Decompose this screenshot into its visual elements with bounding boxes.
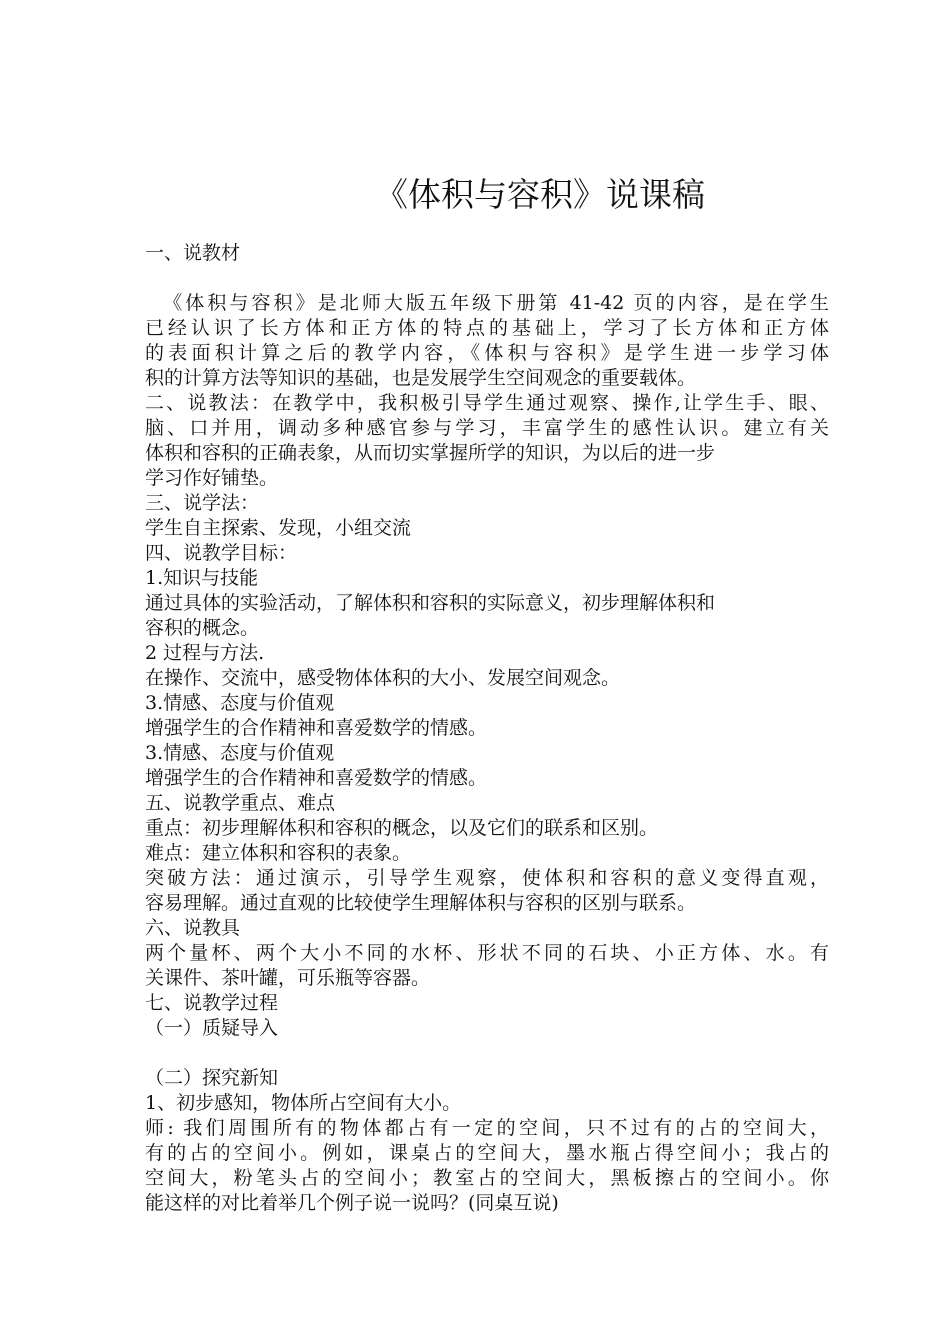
subheading: （一）质疑导入 — [145, 1017, 279, 1039]
paragraph-line: 积的计算方法等知识的基础，也是发展学生空间观念的重要载体。 — [145, 367, 697, 389]
paragraph-line: 学习作好铺垫。 — [145, 467, 279, 489]
section-heading-teaching-aids: 六、说教具 — [145, 917, 241, 939]
paragraph-line: 能这样的对比着举几个例子说一说吗？(同桌互说) — [145, 1192, 559, 1214]
subheading: 1.知识与技能 — [145, 567, 259, 589]
paragraph-line: 1、初步感知，物体所占空间有大小。 — [145, 1092, 462, 1114]
section-heading-teaching-process: 七、说教学过程 — [145, 992, 279, 1014]
paragraph-line: 重点：初步理解体积和容积的概念，以及它们的联系和区别。 — [145, 817, 659, 839]
document-body — [145, 241, 829, 1216]
paragraph-line: 空间大，粉笔头占的空间小；教室占的空间大，黑板擦占的空间小。你 — [145, 1167, 829, 1189]
paragraph-line: 已经认识了长方体和正方体的特点的基础上，学习了长方体和正方体 — [145, 317, 829, 339]
section-heading-objectives: 四、说教学目标： — [145, 542, 298, 564]
paragraph-line: 体积和容积的正确表象，从而切实掌握所学的知识，为以后的进一步 — [145, 442, 716, 464]
paragraph-line: 《体积与容积》是北师大版五年级下册第 41-42 页的内容，是在学生 — [145, 292, 829, 314]
paragraph-line: 容积的概念。 — [145, 617, 260, 639]
paragraph-line: 有的占的空间小。例如，课桌占的空间大，墨水瓶占得空间小；我占的 — [145, 1142, 829, 1164]
paragraph-line: 脑、口并用，调动多种感官参与学习，丰富学生的感性认识。建立有关 — [145, 417, 829, 439]
section-heading-textbook: 一、说教材 — [145, 242, 241, 264]
paragraph-line: 增强学生的合作精神和喜爱数学的情感。 — [145, 767, 488, 789]
section-heading-key-points: 五、说教学重点、难点 — [145, 792, 336, 814]
paragraph-line: 的表面积计算之后的教学内容，《体积与容积》是学生进一步学习体 — [145, 342, 829, 364]
blank-line — [145, 1041, 829, 1066]
subheading: 3.情感、态度与价值观 — [145, 692, 335, 714]
subheading: 3.情感、态度与价值观 — [145, 742, 335, 764]
blank-line — [145, 266, 829, 291]
paragraph-line: 师: 我们周围所有的物体都占有一定的空间，只不过有的占的空间大， — [145, 1117, 829, 1139]
document-title: 《体积与容积》说课稿 — [375, 175, 705, 214]
subheading: （二）探究新知 — [145, 1067, 279, 1089]
paragraph-line: 学生自主探索、发现，小组交流 — [145, 517, 412, 539]
section-heading-teaching-method: 二、说教法：在教学中，我积极引导学生通过观察、操作,让学生手、眼、 — [145, 392, 829, 414]
section-heading-learning-method: 三、说学法： — [145, 492, 260, 514]
paragraph-line: 容易理解。通过直观的比较使学生理解体积与容积的区别与联系。 — [145, 892, 697, 914]
paragraph-line: 突破方法：通过演示，引导学生观察，使体积和容积的意义变得直观， — [145, 867, 829, 889]
paragraph-line: 关课件、茶叶罐，可乐瓶等容器。 — [145, 967, 431, 989]
paragraph-line: 难点：建立体积和容积的表象。 — [145, 842, 412, 864]
paragraph-line: 在操作、交流中，感受物体体积的大小、发展空间观念。 — [145, 667, 621, 689]
subheading: 2 过程与方法. — [145, 642, 265, 664]
paragraph-line: 通过具体的实验活动，了解体积和容积的实际意义，初步理解体积和 — [145, 592, 716, 614]
paragraph-line: 两个量杯、两个大小不同的水杯、形状不同的石块、小正方体、水。有 — [145, 942, 829, 964]
paragraph-line: 增强学生的合作精神和喜爱数学的情感。 — [145, 717, 488, 739]
